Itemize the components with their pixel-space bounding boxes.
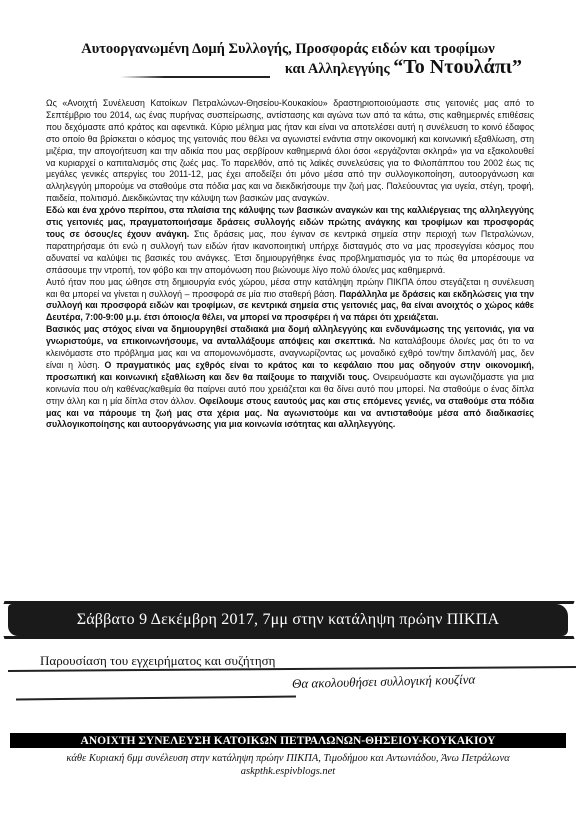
footer-website: askpthk.espivblogs.net: [240, 766, 336, 777]
footer-schedule: κάθε Κυριακή 6μμ συνέλευση στην κατάληψη πρώην ΠΙΚΠΑ, Τιμοδήμου και Αντωνιάδου, Άνω Πετράλωνα: [66, 753, 510, 764]
body-text: [46, 98, 534, 431]
event-item-presentation: Παρουσίαση του εγχειρήματος και συζήτηση: [40, 653, 276, 668]
title-line-2-prefix: και Αλληλεγγύης: [284, 61, 394, 77]
footer-org-bar: [10, 733, 566, 748]
paragraph-goals-bold-2: Ο πραγματικός μας εχθρός είναι το κράτος και το κεφάλαιο που μας οδηγούν στην οικονομική, προσωπική και κοινωνική εξαθλίωση και δεν θα παίξουμε το παιχνίδι τους.: [46, 359, 534, 382]
paragraph-actions: [46, 205, 534, 276]
paragraph-goals-bold-3: Οφείλουμε στους εαυτούς μας και στις επόμενες γενιές, να σταθούμε στα πόδια μας και να πάρουμε τη ζωή μας στα χέρια μας. Να αγωνιστούμε και να αντισταθούμε μέσα από διαδικασίες συλλογικοποίησης και αυτοοργάνωσης για μια κοινωνία ισότητας και αλληλεγγύης.: [46, 395, 534, 430]
paragraph-goals-text-2: Ονειρευόμαστε και αγωνιζόμαστε για μια κοινωνία που ο/η καθένας/καθεμία θα παίρνει αυτό που χρειάζεται και θα δίνει αυτό που μπορεί. Να σταθούμε ο ένας δίπλα στην άλλη και η μία δίπλα στον άλλον.: [46, 371, 534, 406]
paragraph-actions-text: Στις δράσεις μας, που έγιναν σε κεντρικά σημεία στην περιοχή των Πετραλώνων, παρατηρήσαμε ότι ενώ η συλλογή των ειδών ήταν ικανοποιητική υπήρχε δισταγμός στο να μας προσεγγίσει κόσμος που αδυνατεί να καλύψει τις βασικές του ανάγκες. Έτσι δημιουργήθηκε ένας προβληματισμός για το πώς θα μπορέσουμε να σπάσουμε την ντροπή, τον φόβο και την απομόνωση που βιώνουμε λίγο πολύ όλοι/ες μας καθημερινά.: [46, 228, 535, 275]
event-item-underline-2: [16, 696, 296, 704]
paragraph-goals: [46, 324, 534, 431]
paragraph-intro: Ως «Ανοιχτή Συνέλευση Κατοίκων Πετραλώνων-Θησείου-Κουκακίου» δραστηριοποιούμαστε στις γειτονιές μας από το Σεπτέμβριο του 2014, ως ένας πυρήνας συσπείρωσης, αντίστασης και αγώνα των από τα κάτω, στις καθημερινές επιθέσεις που δεχόμαστε από κράτος και αφεντικά. Κύριο μέλημα μας ήταν και είναι να αποτελέσει αυτή η συνέλευση το κοινό έδαφος στο οποίο θα βρίσκεται ο κόσμος της γειτονιάς που θέλει να αγωνιστεί ενάντια στην οικονομική και κοινωνική εξαθλίωση, στη μιζέρια, την απογοήτευση και την αδικία που μας σερβίρουν καθημερινά όλοι όσοι «εργάζονται σκληρά» για να εξακολουθεί να κυριαρχεί ο καπιταλισμός στις ζωές μας. Το παρελθόν, από τις λαϊκές συνελεύσεις για το Φιλοπάππου του 2002 έως τις μεγάλες γενικές απεργίες του 2011-12, μας έχει αποδείξει ότι μόνο μέσα από την συλλογικοποίηση, αυτοοργάνωση και αλληλεγγύη μπορούμε να σταθούμε στα πόδια μας και να διεκδικήσουμε την ζωή μας. Παλεύουντας για υγεία, στέγη, τροφή, παιδεία, πολιτισμό. Διεκδικώντας την κάλυψη των βασικών μας αναγκών.: [46, 98, 534, 204]
title-decorative-rule: [120, 76, 270, 78]
paragraph-space: [46, 277, 534, 325]
event-item-kitchen: Θα ακολουθήσει συλλογική κουζίνα: [291, 671, 476, 691]
event-banner: [8, 604, 568, 636]
title-line-2: [22, 58, 554, 78]
paragraph-actions-bold: Εδώ και ένα χρόνο περίπου, στα πλαίσια της κάλυψης των βασικών αναγκών και της καλλιέργειας της αλληλεγγύης στις γειτονιές μας, πραγματοποιήσαμε δράσεις συλλογής ειδών πρώτης ανάγκης και τροφίμων και προσφοράς τους σε όσους/ες έχουν ανάγκη.: [46, 205, 534, 239]
document-title: [22, 40, 554, 78]
paragraph-space-bold: Παράλληλα με δράσεις και εκδηλώσεις για την συλλογή και προσφορά ειδών και τροφίμων, σε κεντρικά σημεία στις γειτονιές μας, θα είναι ανοιχτός ο χώρος κάθε Δευτέρα, 7:00-9:00 μ.μ. έτσι όποιος/α θέλει, να μπορεί να προσφέρει ή να πάρει ότι χρειάζεται.: [46, 288, 535, 323]
event-date: Σάββατο 9 Δεκέμβρη 2017, 7μμ στην κατάληψη πρώην ΠΙΚΠΑ: [76, 611, 500, 628]
paragraph-goals-bold: Βασικός μας στόχος είναι να δημιουργηθεί σταδιακά μια δομή αλληλεγγύης και ενδυνάμωσης της γειτονιάς, για να γνωριστούμε, να επικοινωνήσουμε, να ανταλλάξουμε απόψεις και σκεπτικά.: [46, 324, 534, 347]
footer-org-name: ΑΝΟΙΧΤΗ ΣΥΝΕΛΕΥΣΗ ΚΑΤΟΙΚΩΝ ΠΕΤΡΑΛΩΝΩΝ-ΘΗΣΕΙΟΥ-ΚΟΥΚΑΚΙΟΥ: [80, 734, 496, 747]
paragraph-space-text: Αυτό ήταν που μας ώθησε στη δημιουργία ενός χώρου, μέσα στην κατάληψη πρώην ΠΙΚΠΑ όπου στεγάζεται η συνέλευση και θα μπορεί να γίνεται η συλλογή – προσφορά σε μία πιο σταθερή βάση.: [46, 276, 534, 299]
footer-details: [0, 752, 576, 778]
paragraph-goals-text: Να καταλάβουμε όλοι/ες μας ότι το να κλεινόμαστε στο πρόβλημα μας και να απομονωνόμαστε, αναγνωρίζοντας ως μοναδικό εχθρό τον/την διπλανό/ή μας, δεν είναι η λύση.: [46, 336, 534, 370]
title-line-1: Αυτοοργανωμένη Δομή Συλλογής, Προσφοράς ειδών και τροφίμων: [81, 41, 495, 57]
title-name: “Το Ντουλάπι”: [393, 56, 522, 78]
